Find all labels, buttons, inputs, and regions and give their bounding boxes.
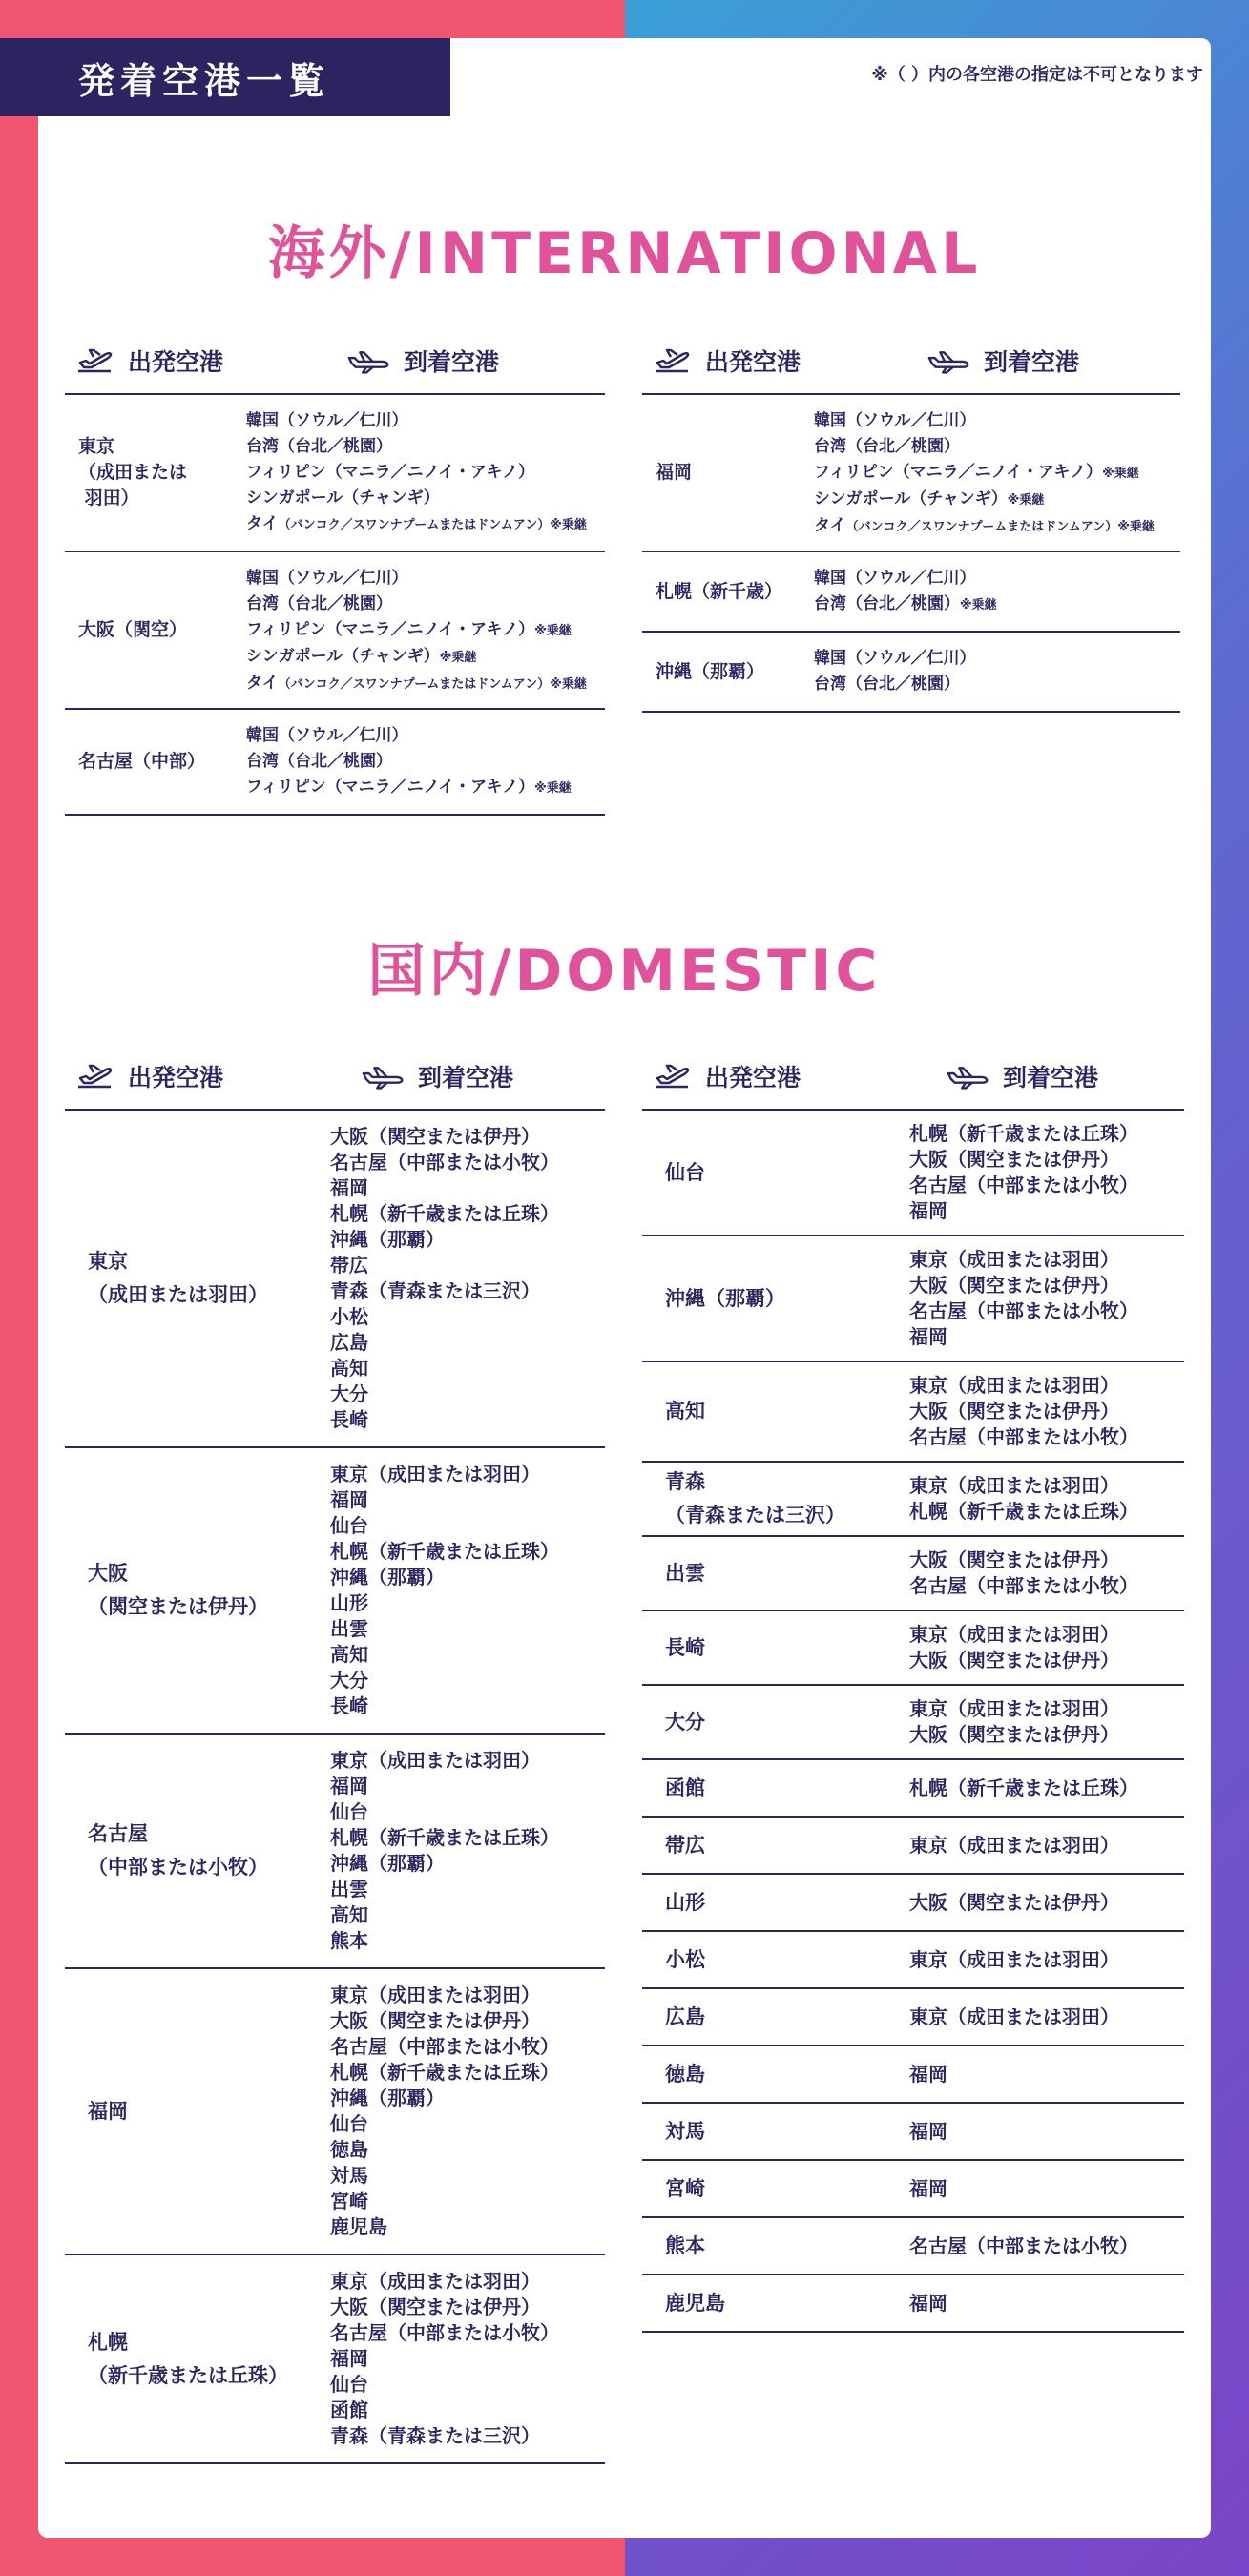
- destination-item: シンガポール（チャンギ）※乗継: [814, 489, 1045, 509]
- route-row: [642, 1362, 1184, 1463]
- destination-list: [909, 1247, 1138, 1350]
- destination-list: [330, 2269, 559, 2449]
- destination-item: 韓国（ソウル／仁川）: [246, 411, 408, 430]
- destination-item: 札幌（新千歳または丘珠）: [330, 1540, 559, 1563]
- page-title: 発着空港一覧: [0, 38, 450, 116]
- destination-list: [909, 1121, 1138, 1224]
- origin-airport: 出雲: [665, 1562, 705, 1585]
- destination-item: 札幌（新千歳または丘珠）: [909, 1122, 1138, 1145]
- destination-item: 大分: [330, 1382, 368, 1405]
- arrival-heading-label: 到着空港: [418, 1064, 514, 1091]
- domestic-right-column: [642, 1046, 1184, 2333]
- destination-list: [246, 408, 587, 538]
- destination-item: 仙台: [330, 1514, 368, 1537]
- route-row: [642, 1111, 1184, 1236]
- destination-item: 東京（成田または羽田）: [909, 1623, 1119, 1646]
- plane-arrival-icon: [926, 346, 970, 375]
- route-row: [65, 1448, 605, 1735]
- route-row: [642, 633, 1180, 713]
- destination-item: 大阪（関空または伊丹）: [330, 2009, 540, 2032]
- arrival-heading: [361, 1059, 513, 1093]
- origin-airport: 大分: [665, 1711, 705, 1734]
- plane-arrival-icon: [946, 1062, 989, 1091]
- route-row: [642, 1236, 1184, 1362]
- destination-item: 大阪（関空または伊丹）: [909, 1274, 1119, 1297]
- destination-item: 沖縄（那覇）: [330, 1852, 445, 1875]
- destination-item: 福岡: [330, 1775, 368, 1797]
- destination-list: [330, 1983, 559, 2240]
- route-row: [65, 552, 605, 710]
- route-row: [65, 1111, 605, 1448]
- destination-item: 台湾（台北／桃園）: [246, 437, 392, 456]
- plane-arrival-icon: [346, 346, 390, 375]
- origin-airport: 名古屋 （中部または小牧）: [88, 1822, 268, 1879]
- destination-item: 札幌（新千歳または丘珠）: [909, 1500, 1138, 1523]
- departure-heading: [652, 343, 801, 378]
- column-header: [65, 1046, 605, 1111]
- plane-arrival-icon: [361, 1062, 405, 1091]
- plane-departure-icon: [652, 346, 692, 375]
- destination-item: 名古屋（中部または小牧）: [330, 2035, 559, 2058]
- destination-item: 韓国（ソウル／仁川）: [814, 649, 976, 668]
- domestic-title: 国内/DOMESTIC: [367, 938, 882, 1005]
- destination-item: 熊本: [330, 1929, 368, 1952]
- plane-departure-icon: [74, 1062, 114, 1091]
- domestic-left-column: [65, 1046, 605, 2464]
- arrival-heading: [946, 1059, 1098, 1093]
- origin-airport: 広島: [665, 2005, 705, 2028]
- origin-airport: 小松: [665, 1948, 705, 1971]
- route-row: [642, 2218, 1184, 2275]
- destination-item: フィリピン（マニラ／ニノイ・アキノ）※乗継: [246, 778, 572, 797]
- destination-item: 韓国（ソウル／仁川）: [814, 569, 976, 588]
- route-row: [642, 1611, 1184, 1686]
- destination-item: 名古屋（中部または小牧）: [909, 1425, 1138, 1448]
- destination-item: 沖縄（那覇）: [330, 1566, 445, 1589]
- origin-airport: 沖縄（那覇）: [656, 661, 765, 682]
- column-header: [642, 1046, 1184, 1111]
- destination-item: 仙台: [330, 2112, 368, 2135]
- arrival-heading-label: 到着空港: [984, 348, 1080, 376]
- plane-departure-icon: [652, 1062, 692, 1091]
- header-note: ※（ ）内の各空港の指定は不可となります: [871, 65, 1203, 85]
- destination-item: 鹿児島: [330, 2215, 387, 2238]
- destination-item: 大分: [330, 1669, 368, 1692]
- destination-item: 青森（青森または三沢）: [330, 1279, 540, 1302]
- departure-heading: [74, 1059, 223, 1093]
- origin-airport: 徳島: [665, 2063, 705, 2086]
- origin-airport: 熊本: [665, 2234, 705, 2257]
- destination-item: 函館: [330, 2399, 368, 2421]
- route-row: [65, 1969, 605, 2255]
- international-right-column: [642, 330, 1180, 713]
- destination-item: 東京（成田または羽田）: [909, 1474, 1119, 1497]
- origin-airport: 沖縄（那覇）: [665, 1287, 785, 1310]
- arrival-heading-label: 到着空港: [404, 348, 500, 376]
- route-row: [642, 1989, 1184, 2046]
- route-row: [65, 1735, 605, 1969]
- route-row: [65, 2255, 605, 2464]
- destination-item: 高知: [330, 1643, 368, 1666]
- destination-item: 東京（成田または羽田）: [909, 1374, 1119, 1397]
- destination-item: 名古屋（中部または小牧）: [330, 2321, 559, 2344]
- origin-airport: 宮崎: [665, 2177, 705, 2200]
- destination-item: 福岡: [909, 1325, 947, 1348]
- destination-item: タイ（バンコク／スワンナプームまたはドンムアン）※乗継: [246, 514, 587, 533]
- origin-airport: 福岡: [88, 2100, 128, 2123]
- route-row: [642, 1932, 1184, 1989]
- destination-item: 福岡: [909, 2063, 947, 2086]
- destination-list: [909, 2291, 947, 2316]
- destination-item: 福岡: [909, 2120, 947, 2143]
- destination-item: 札幌（新千歳または丘珠）: [330, 1202, 559, 1225]
- origin-airport: 長崎: [665, 1636, 705, 1659]
- destination-item: 対馬: [330, 2164, 368, 2187]
- destination-item: 福岡: [909, 1199, 947, 1222]
- destination-item: 名古屋（中部または小牧）: [909, 1574, 1138, 1597]
- destination-list: [909, 1890, 1119, 1916]
- origin-airport: 帯広: [665, 1834, 705, 1857]
- destination-list: [246, 723, 572, 801]
- origin-airport: 鹿児島: [665, 2292, 725, 2315]
- route-row: [642, 2046, 1184, 2104]
- destination-item: シンガポール（チャンギ）※乗継: [246, 647, 477, 666]
- origin-airport: 名古屋（中部）: [78, 751, 206, 772]
- destination-list: [330, 1748, 559, 1954]
- origin-airport: 札幌 （新千歳または丘珠）: [88, 2331, 288, 2387]
- column-header: [642, 330, 1180, 395]
- origin-airport: 函館: [665, 1776, 705, 1799]
- destination-item: 福岡: [909, 2292, 947, 2315]
- destination-list: [909, 2233, 1138, 2259]
- destination-item: 大阪（関空または伊丹）: [909, 1148, 1119, 1171]
- origin-airport: 東京 （成田または 羽田）: [78, 436, 188, 509]
- origin-airport: 対馬: [665, 2120, 705, 2143]
- route-row: [642, 2275, 1184, 2333]
- destination-list: [909, 1473, 1138, 1525]
- destination-item: 大阪（関空または伊丹）: [909, 1891, 1119, 1914]
- destination-list: [909, 2176, 947, 2202]
- route-row: [642, 1818, 1184, 1875]
- destination-item: タイ（バンコク／スワンナプームまたはドンムアン）※乗継: [246, 674, 587, 693]
- origin-airport: 仙台: [665, 1161, 705, 1184]
- arrival-heading: [926, 343, 1079, 378]
- destination-item: 広島: [330, 1331, 368, 1354]
- destination-item: 台湾（台北／桃園）※乗継: [814, 594, 997, 613]
- destination-list: [814, 646, 976, 697]
- destination-item: 台湾（台北／桃園）: [246, 752, 392, 771]
- international-title: 海外/INTERNATIONAL: [267, 220, 982, 287]
- destination-item: 名古屋（中部または小牧）: [909, 1174, 1138, 1196]
- origin-airport: 山形: [665, 1891, 705, 1914]
- destination-item: 台湾（台北／桃園）: [814, 675, 960, 694]
- route-row: [642, 552, 1180, 633]
- route-row: [642, 1875, 1184, 1932]
- destination-list: [909, 1833, 1119, 1859]
- destination-list: [909, 1373, 1138, 1450]
- destination-list: [909, 2062, 947, 2088]
- destination-item: 東京（成田または羽田）: [909, 1948, 1119, 1971]
- destination-item: フィリピン（マニラ／ニノイ・アキノ）※乗継: [246, 620, 572, 639]
- destination-item: シンガポール（チャンギ）: [246, 488, 440, 508]
- origin-airport: 札幌（新千歳）: [656, 581, 783, 602]
- destination-item: 韓国（ソウル／仁川）: [246, 569, 408, 588]
- departure-heading-label: 出発空港: [705, 348, 801, 376]
- destination-item: 東京（成田または羽田）: [909, 1697, 1119, 1720]
- departure-heading-label: 出発空港: [128, 348, 224, 376]
- destination-item: 出雲: [330, 1878, 368, 1901]
- arrival-heading-label: 到着空港: [1003, 1064, 1099, 1091]
- origin-airport: 福岡: [656, 462, 693, 483]
- destination-item: 台湾（台北／桃園）: [814, 437, 960, 456]
- destination-list: [909, 2005, 1119, 2030]
- destination-item: 仙台: [330, 1800, 368, 1823]
- destination-list: [909, 2119, 947, 2145]
- route-row: [642, 1537, 1184, 1611]
- destination-item: 大阪（関空または伊丹）: [909, 1400, 1119, 1423]
- destination-item: 東京（成田または羽田）: [909, 1834, 1119, 1857]
- destination-list: [246, 566, 587, 697]
- origin-airport: 青森 （青森または三沢）: [665, 1470, 845, 1527]
- destination-item: 徳島: [330, 2138, 368, 2161]
- route-row: [65, 395, 605, 552]
- destination-item: 青森（青森または三沢）: [330, 2424, 540, 2447]
- destination-item: 沖縄（那覇）: [330, 2087, 445, 2109]
- destination-list: [909, 1548, 1138, 1599]
- destination-item: 東京（成田または羽田）: [909, 1248, 1119, 1271]
- destination-item: フィリピン（マニラ／ニノイ・アキノ）: [246, 463, 535, 482]
- destination-item: 長崎: [330, 1694, 368, 1717]
- destination-item: 長崎: [330, 1408, 368, 1431]
- route-row: [642, 1463, 1184, 1537]
- destination-item: 福岡: [330, 2347, 368, 2370]
- destination-item: 福岡: [909, 2177, 947, 2200]
- destination-item: 台湾（台北／桃園）: [246, 594, 392, 613]
- destination-list: [909, 1776, 1138, 1801]
- destination-item: 仙台: [330, 2373, 368, 2396]
- column-header: [65, 330, 605, 395]
- destination-item: 東京（成田または羽田）: [330, 1749, 540, 1772]
- destination-item: 大阪（関空または伊丹）: [909, 1548, 1119, 1571]
- destination-list: [909, 1622, 1119, 1673]
- destination-item: 大阪（関空または伊丹）: [330, 2296, 540, 2318]
- route-row: [642, 395, 1180, 552]
- route-row: [642, 2161, 1184, 2218]
- route-row: [642, 1760, 1184, 1818]
- destination-item: 福岡: [330, 1488, 368, 1511]
- route-row: [642, 1686, 1184, 1760]
- destination-list: [330, 1124, 559, 1433]
- destination-item: フィリピン（マニラ／ニノイ・アキノ）※乗継: [814, 463, 1139, 482]
- destination-item: 東京（成田または羽田）: [909, 2005, 1119, 2028]
- departure-heading: [74, 343, 223, 378]
- destination-item: 韓国（ソウル／仁川）: [246, 726, 408, 745]
- origin-airport: 大阪（関空）: [78, 619, 188, 640]
- destination-item: 小松: [330, 1305, 368, 1328]
- arrival-heading: [346, 343, 499, 378]
- destination-list: [909, 1696, 1119, 1748]
- route-row: [642, 2104, 1184, 2161]
- destination-item: 大阪（関空または伊丹）: [909, 1723, 1119, 1746]
- destination-item: 福岡: [330, 1176, 368, 1199]
- destination-item: タイ（バンコク／スワンナプームまたはドンムアン）※乗継: [814, 516, 1155, 535]
- origin-airport: 大阪 （関空または伊丹）: [88, 1562, 268, 1618]
- destination-list: [909, 1947, 1119, 1973]
- departure-heading: [652, 1059, 801, 1093]
- destination-item: 東京（成田または羽田）: [330, 1463, 540, 1485]
- departure-heading-label: 出発空港: [128, 1064, 224, 1091]
- destination-item: 東京（成田または羽田）: [330, 1984, 540, 2006]
- origin-airport: 高知: [665, 1400, 705, 1423]
- departure-heading-label: 出発空港: [705, 1064, 801, 1091]
- international-left-column: [65, 330, 605, 816]
- destination-item: 大阪（関空または伊丹）: [330, 1125, 540, 1148]
- destination-item: 高知: [330, 1357, 368, 1380]
- destination-item: 札幌（新千歳または丘珠）: [330, 2061, 559, 2084]
- plane-departure-icon: [74, 346, 114, 375]
- destination-list: [814, 408, 1155, 540]
- destination-list: [330, 1462, 559, 1719]
- destination-item: 名古屋（中部または小牧）: [909, 2234, 1138, 2257]
- destination-item: 名古屋（中部または小牧）: [330, 1151, 559, 1174]
- destination-item: 札幌（新千歳または丘珠）: [330, 1826, 559, 1849]
- destination-item: 大阪（関空または伊丹）: [909, 1649, 1119, 1672]
- destination-item: 札幌（新千歳または丘珠）: [909, 1776, 1138, 1799]
- destination-item: 沖縄（那覇）: [330, 1228, 445, 1251]
- destination-item: 帯広: [330, 1254, 368, 1277]
- route-row: [65, 710, 605, 816]
- destination-item: 高知: [330, 1903, 368, 1926]
- destination-item: 山形: [330, 1591, 368, 1614]
- destination-item: 名古屋（中部または小牧）: [909, 1299, 1138, 1322]
- destination-list: [814, 566, 997, 618]
- destination-item: 出雲: [330, 1617, 368, 1640]
- origin-airport: 東京 （成田または羽田）: [88, 1250, 268, 1306]
- destination-item: 韓国（ソウル／仁川）: [814, 411, 976, 430]
- destination-item: 宮崎: [330, 2190, 368, 2212]
- destination-item: 東京（成田または羽田）: [330, 2270, 540, 2293]
